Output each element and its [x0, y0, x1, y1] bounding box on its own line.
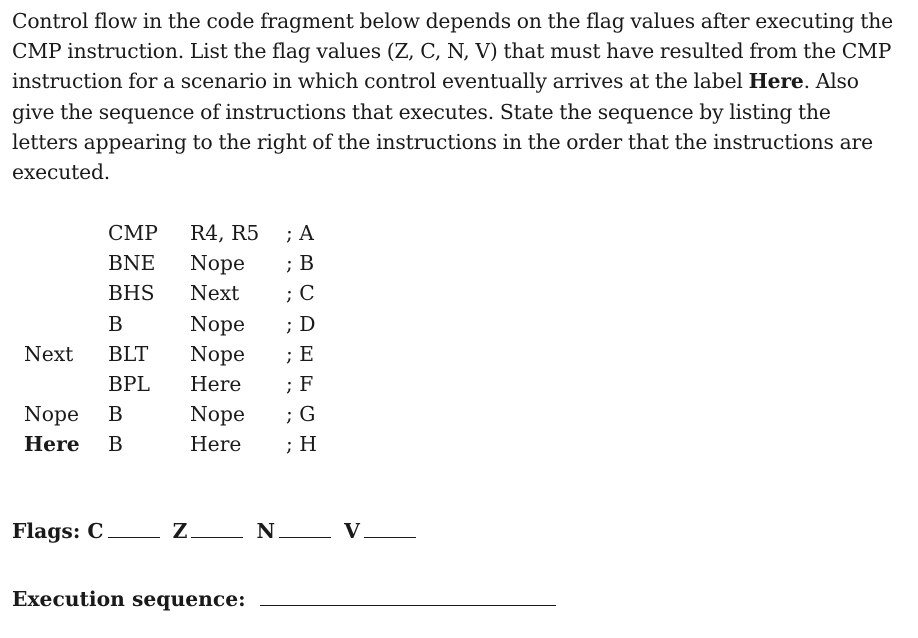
code-operand: R4, R5 — [190, 221, 260, 245]
execution-sequence-label: Execution sequence: — [12, 587, 246, 611]
code-label — [24, 248, 108, 278]
code-operand: Nope — [190, 311, 245, 336]
question-part2: . Also give the sequence of instructions that executes. State the sequence by listing the letters appearing to the right of the instructions in the order that the instructions are executed. — [12, 69, 873, 185]
code-label — [24, 218, 108, 248]
code-line — [24, 399, 346, 429]
code-line — [24, 339, 346, 369]
code-operand: Here — [190, 432, 242, 457]
code-opcode: B — [108, 432, 123, 457]
execution-sequence-blank[interactable] — [260, 587, 556, 606]
code-opcode: CMP — [108, 221, 158, 245]
code-comment: ; D — [286, 311, 316, 336]
code-line — [24, 309, 346, 339]
flag-z-blank[interactable] — [191, 519, 243, 538]
code-comment: ; E — [286, 341, 315, 366]
flag-c-label: C — [87, 519, 104, 543]
code-opcode: B — [108, 402, 123, 427]
flag-c-blank[interactable] — [108, 519, 160, 538]
flags-answer-line — [12, 516, 422, 546]
code-opcode: BPL — [108, 372, 151, 397]
code-line — [24, 218, 346, 248]
code-line — [24, 429, 346, 459]
code-operand: Next — [190, 281, 240, 306]
flag-z-label: Z — [172, 519, 188, 543]
question-part1: Control flow in the code fragment below depends on the flag values after executing the CMP instruction. List the flag values (Z, C, N, V) that must have resulted from the CMP instruction for a scenario in which control eventually arrives at the label — [12, 9, 894, 94]
code-comment: ; F — [286, 372, 314, 397]
flag-v-blank[interactable] — [364, 519, 416, 538]
flag-n-label: N — [256, 519, 276, 543]
code-opcode: B — [108, 311, 123, 336]
code-label — [24, 369, 108, 399]
code-line — [24, 369, 346, 399]
code-label — [24, 309, 108, 339]
code-label: Nope — [24, 402, 79, 427]
code-comment: ; G — [286, 402, 316, 427]
code-opcode: BHS — [108, 281, 155, 306]
here-label-emphasis: Here — [748, 69, 804, 94]
flag-v-label: V — [344, 519, 360, 543]
code-operand: Nope — [190, 251, 245, 276]
code-opcode: BNE — [108, 251, 156, 276]
code-line — [24, 278, 346, 308]
question-text — [12, 6, 902, 187]
code-comment: ; B — [286, 251, 315, 276]
code-comment: ; H — [286, 432, 317, 457]
code-label: Next — [24, 341, 74, 366]
code-fragment — [24, 218, 346, 460]
execution-sequence-line — [12, 584, 562, 614]
code-comment: ; C — [286, 281, 315, 306]
code-opcode: BLT — [108, 341, 149, 366]
code-label — [24, 278, 108, 308]
code-operand: Nope — [190, 402, 245, 427]
code-operand: Nope — [190, 341, 245, 366]
flags-label: Flags: — [12, 519, 81, 543]
code-comment: ; A — [286, 221, 314, 245]
code-operand: Here — [190, 372, 242, 397]
code-label-here: Here — [24, 432, 80, 457]
flag-n-blank[interactable] — [279, 519, 331, 538]
code-line — [24, 248, 346, 278]
